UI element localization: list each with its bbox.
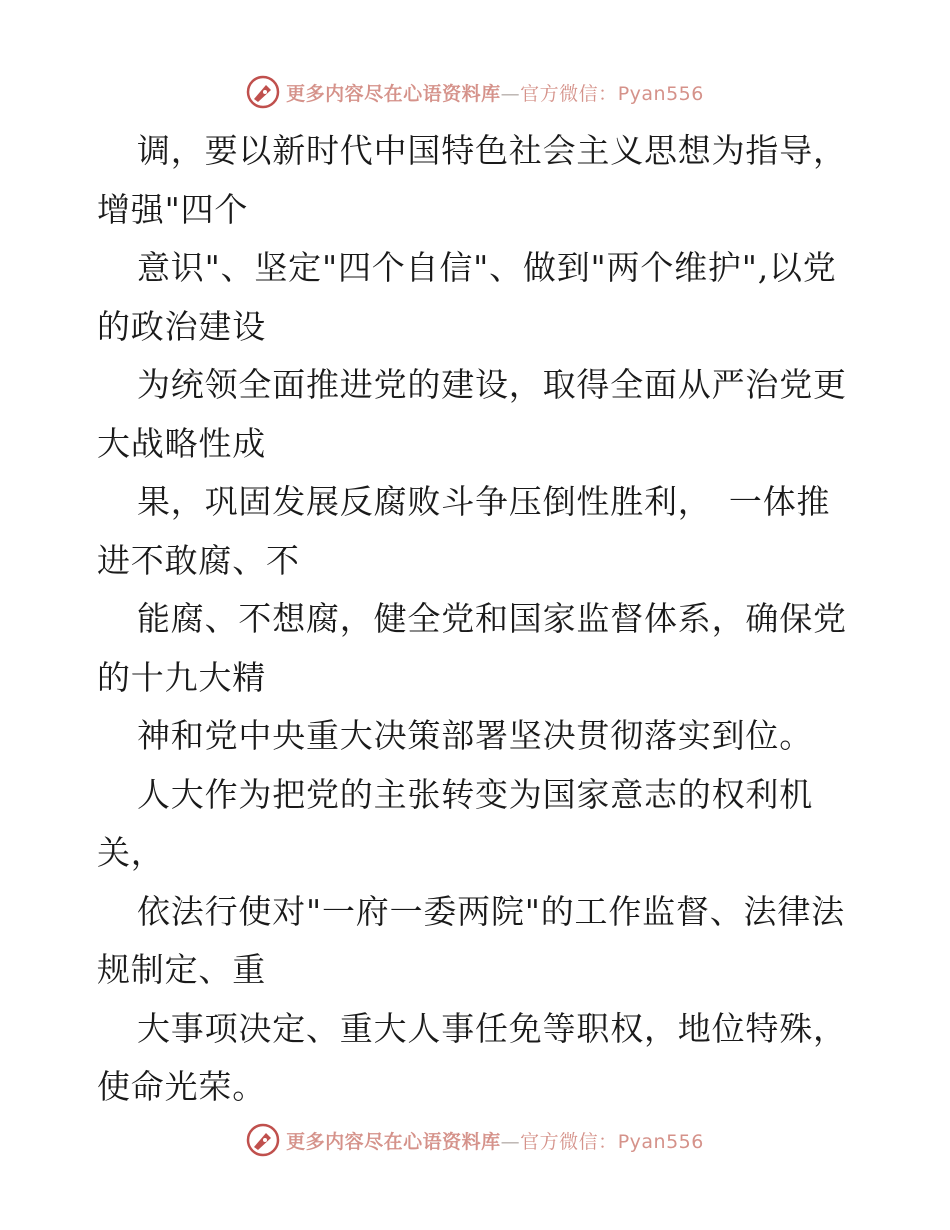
watermark-site: 更多内容尽在心语资料库 xyxy=(286,82,501,105)
watermark-separator: — xyxy=(500,82,521,105)
footer-watermark xyxy=(0,1120,950,1160)
watermark-separator: — xyxy=(500,1130,521,1153)
watermark-wechat-label: 官方微信： xyxy=(520,1130,618,1153)
body-line: 神和党中央重大决策部署坚决贯彻落实到位。 xyxy=(137,716,813,755)
watermark-wechat-id: Pyan556 xyxy=(617,82,704,105)
pen-nib-logo-icon xyxy=(246,1123,280,1157)
body-line: 进不敢腐、不 xyxy=(97,540,300,580)
body-line: 的十九大精 xyxy=(97,657,266,697)
body-line: 为统领全面推进党的建设，取得全面从严治党更 xyxy=(137,365,847,404)
body-line: 关， xyxy=(97,833,165,872)
watermark-wechat-id: Pyan556 xyxy=(617,1130,704,1153)
body-line: 依法行使对"一府一委两院"的工作监督、法律法 xyxy=(137,891,845,931)
watermark-wechat-label: 官方微信： xyxy=(520,82,618,105)
body-line: 人大作为把党的主张转变为国家意志的权利机 xyxy=(137,774,813,814)
header-watermark xyxy=(0,72,950,112)
pen-nib-logo-icon xyxy=(246,75,280,109)
body-line: 能腐、不想腐，健全党和国家监督体系，确保党 xyxy=(137,599,847,638)
watermark-text xyxy=(286,1127,704,1154)
body-line: 规制定、重 xyxy=(97,950,266,989)
body-line: 调，要以新时代中国特色社会主义思想为指导， xyxy=(137,131,847,170)
body-line: 的政治建设 xyxy=(97,306,266,346)
body-line: 意识"、坚定"四个自信"、做到"两个维护",以党 xyxy=(137,248,837,287)
watermark-text xyxy=(286,79,704,106)
document-body xyxy=(97,122,857,1117)
body-line: 果，巩固发展反腐败斗争压倒性胜利， 一体推 xyxy=(137,482,831,521)
watermark-site: 更多内容尽在心语资料库 xyxy=(286,1130,501,1153)
body-line: 增强"四个 xyxy=(97,189,249,229)
body-line: 大战略性成 xyxy=(97,423,266,463)
body-line: 使命光荣。 xyxy=(97,1067,266,1106)
body-line: 大事项决定、重大人事任免等职权，地位特殊， xyxy=(137,1008,847,1048)
